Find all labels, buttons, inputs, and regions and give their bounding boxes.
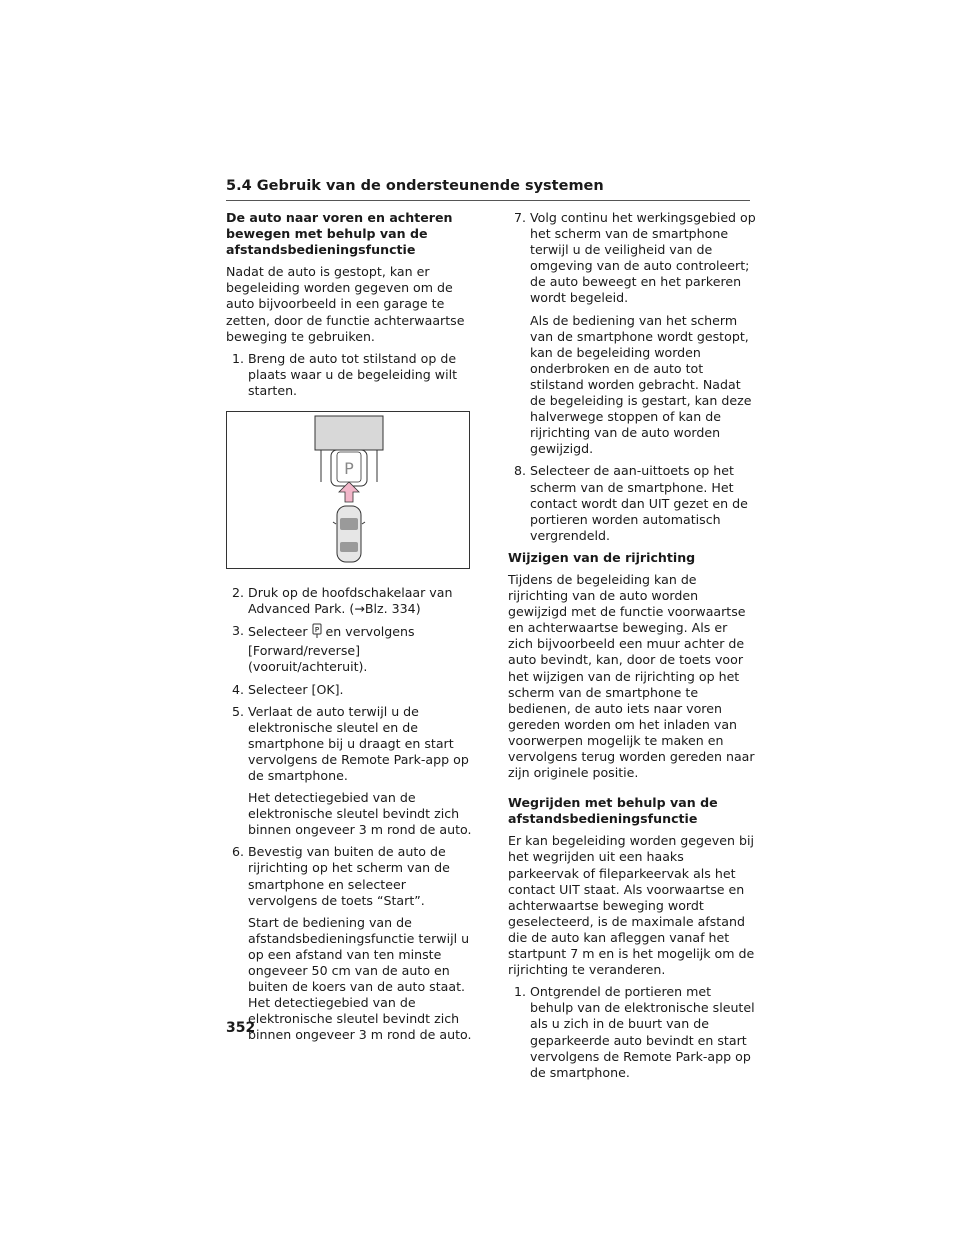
step-text-after: en vervolgens [Forward/reverse] (vooruit/achteruit).	[248, 624, 415, 675]
step-1	[226, 351, 476, 399]
parking-letter: P	[344, 459, 354, 479]
step-body	[248, 844, 476, 1043]
section-heading: De auto naar voren en achteren bewegen met behulp van de afstandsbedieningsfunctie	[226, 210, 453, 258]
step-number: 7.	[513, 210, 526, 225]
step-number: 6.	[231, 844, 244, 860]
step-text: Bevestig van buiten de auto de rijrichting op het scherm van de smartphone en selecteer vervolgens de toets “Start”.	[248, 844, 450, 908]
step-text-before: Selecteer	[248, 624, 308, 640]
parking-illustration	[226, 411, 470, 569]
step-6	[226, 844, 476, 1043]
intro-paragraph: Nadat de auto is gestopt, kan er begeleiding worden gegeven om de auto bijvoorbeeld in een garage te zetten, door de functie achterwaartse beweging te gebruiken.	[226, 264, 465, 344]
step-text: Breng de auto tot stilstand op de plaats waar u de begeleiding wilt starten.	[248, 350, 458, 398]
left-column	[226, 210, 476, 1049]
step-number: 1.	[231, 350, 244, 366]
page-number: 352	[226, 1020, 256, 1036]
paragraph: Tijdens de begeleiding kan de rijrichting van de auto worden gewijzigd met de functie voorwaartse en achterwaartse beweging. Als er zich bijvoorbeeld een muur achter de auto bevindt, kan, door de toets voor het wijzigen van de rijrichting op het scherm van de smartphone te bedienen, de auto iets naar voren gereden worden om het inladen van voorwerpen mogelijk te maken en vervolgens terug worden gereden naar zijn originele positie.	[508, 571, 755, 781]
step-text: Verlaat de auto terwijl u de elektronische sleutel en de smartphone bij u draagt en start vervolgens de Remote Park-app op de smartphone.	[248, 703, 469, 783]
step-text: Druk op de hoofdschakelaar van Advanced Park. (→Blz. 334)	[248, 585, 453, 617]
remote-park-icon	[311, 623, 323, 643]
svg-text:P: P	[314, 626, 319, 635]
step-5	[226, 704, 476, 839]
step-note: Het detectiegebied van de elektronische sleutel bevindt zich binnen ongeveer 3 m rond de auto.	[248, 790, 472, 838]
step-number: 1.	[513, 984, 526, 1000]
section-header: 5.4 Gebruik van de ondersteunende systemen	[226, 178, 750, 201]
paragraph: Er kan begeleiding worden gegeven bij het wegrijden uit een haaks parkeervak of fileparkeervak als het contact UIT staat. Als voorwaartse en achterwaartse beweging wordt geselecteerd, is de maximale afstand die de auto kan afleggen vanaf het startpunt 7 m en is het mogelijk om de rijrichting te veranderen.	[508, 833, 755, 978]
step-text: Selecteer de aan-uittoets op het scherm van de smartphone. Het contact wordt dan UIT gezet en de portieren worden automatisch vergrendeld.	[530, 463, 748, 543]
step-body	[248, 704, 476, 839]
step-number: 8.	[513, 463, 526, 479]
step-4	[226, 682, 476, 698]
step-number: 2.	[231, 585, 244, 601]
step-b1	[508, 984, 756, 1081]
step-note: Start de bediening van de afstandsbedieningsfunctie terwijl u op een afstand van ten minste ongeveer 50 cm van de auto en buiten de koers van de auto staat. Het detectiegebied van de elektronische sleutel bevindt zich binnen ongeveer 3 m rond de auto.	[248, 914, 472, 1043]
step-7	[508, 210, 756, 457]
subsection-heading: Wegrijden met behulp van de afstandsbedieningsfunctie	[508, 795, 718, 827]
step-body	[530, 210, 756, 457]
step-text: Volg continu het werkingsgebied op het scherm van de smartphone terwijl u de veiligheid van de omgeving van de auto controleert; de auto beweegt en het parkeren wordt begeleid.	[530, 210, 756, 306]
step-number: 3.	[231, 623, 244, 639]
subsection-heading: Wijzigen van de rijrichting	[508, 549, 696, 565]
step-3	[226, 623, 476, 675]
step-text: Ontgrendel de portieren met behulp van de elektronische sleutel als u zich in de buurt van de geparkeerde auto bevindt en start vervolgens de Remote Park-app op de smartphone.	[530, 984, 755, 1080]
step-2	[226, 585, 476, 617]
step-number: 4.	[231, 681, 244, 697]
step-8	[508, 463, 756, 543]
step-text: Selecteer [OK].	[248, 681, 344, 697]
step-text	[248, 623, 476, 675]
step-note: Als de bediening van het scherm van de smartphone wordt gestopt, kan de begeleiding worden onderbroken en de auto tot stilstand worden gebracht. Nadat de begeleiding is gestart, kan deze halverwege stoppen of kan de rijrichting van de auto worden gewijzigd.	[530, 312, 752, 457]
step-number: 5.	[231, 703, 244, 719]
parking-diagram	[227, 412, 469, 568]
right-column	[508, 210, 756, 1087]
